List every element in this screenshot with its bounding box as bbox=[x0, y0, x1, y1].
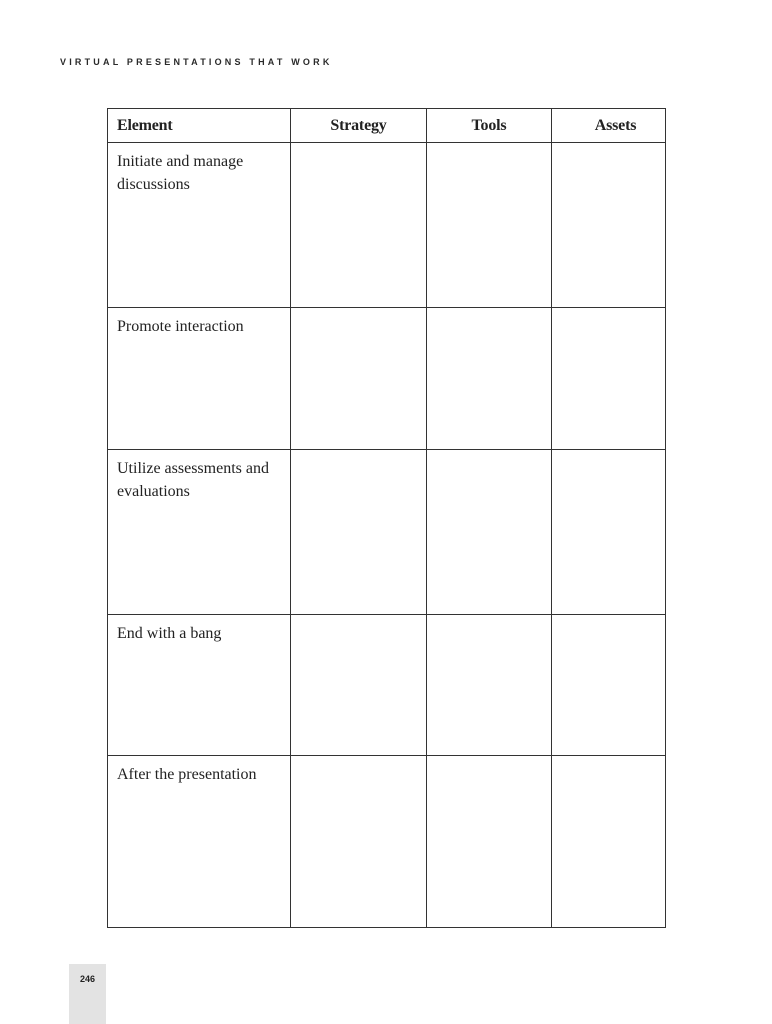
element-cell: End with a bang bbox=[108, 615, 291, 756]
strategy-cell bbox=[291, 615, 427, 756]
element-cell: Utilize assessments and evaluations bbox=[108, 450, 291, 615]
element-cell: Promote interaction bbox=[108, 308, 291, 450]
table-row bbox=[108, 615, 666, 756]
header-assets: Assets bbox=[552, 109, 666, 143]
element-cell: After the presentation bbox=[108, 756, 291, 928]
table-row bbox=[108, 756, 666, 928]
tools-cell bbox=[427, 450, 552, 615]
strategy-cell bbox=[291, 756, 427, 928]
header-element: Element bbox=[108, 109, 291, 143]
tools-cell bbox=[427, 756, 552, 928]
assets-cell bbox=[552, 756, 666, 928]
assets-cell bbox=[552, 308, 666, 450]
assets-cell bbox=[552, 143, 666, 308]
header-strategy: Strategy bbox=[291, 109, 427, 143]
page-number-tab bbox=[69, 964, 106, 1024]
strategy-cell bbox=[291, 308, 427, 450]
assets-cell bbox=[552, 450, 666, 615]
planning-worksheet-table bbox=[107, 108, 666, 928]
table-row bbox=[108, 143, 666, 308]
element-cell: Initiate and manage discussions bbox=[108, 143, 291, 308]
table-row bbox=[108, 450, 666, 615]
table-row bbox=[108, 308, 666, 450]
page-number: 246 bbox=[79, 974, 96, 984]
tools-cell bbox=[427, 615, 552, 756]
header-tools: Tools bbox=[427, 109, 552, 143]
assets-cell bbox=[552, 615, 666, 756]
table-header-row bbox=[108, 109, 666, 143]
tools-cell bbox=[427, 308, 552, 450]
strategy-cell bbox=[291, 450, 427, 615]
strategy-cell bbox=[291, 143, 427, 308]
running-header: VIRTUAL PRESENTATIONS THAT WORK bbox=[60, 57, 333, 67]
tools-cell bbox=[427, 143, 552, 308]
